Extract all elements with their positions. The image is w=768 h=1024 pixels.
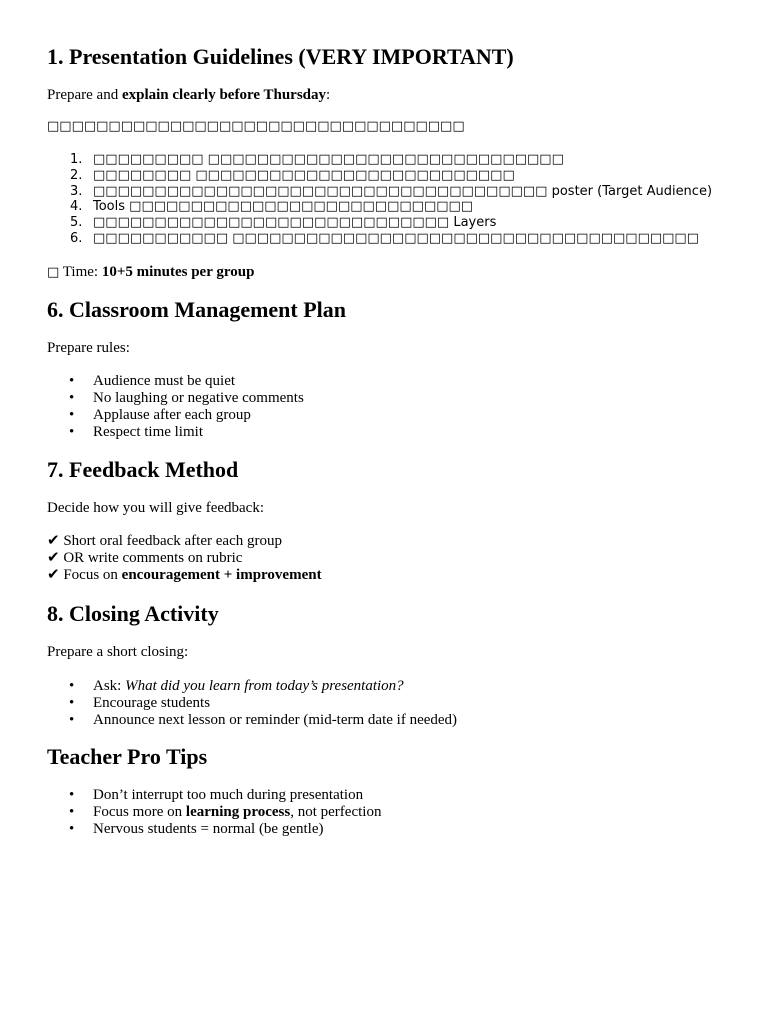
list-item: • Focus more on learning process, not perfection bbox=[69, 804, 382, 820]
section-heading-closing-activity: 8. Closing Activity bbox=[47, 601, 219, 626]
list-item: • Audience must be quiet bbox=[69, 373, 236, 389]
closing-intro: Prepare a short closing: bbox=[47, 644, 189, 660]
prepare-instruction: Prepare and explain clearly before Thursday: bbox=[47, 87, 331, 103]
list-item: • No laughing or negative comments bbox=[69, 390, 304, 406]
rules-list bbox=[47, 373, 304, 441]
checkmark-icon: ✔ bbox=[47, 567, 60, 583]
list-item: 5. □□□□□□□□□□□□□□□□□□□□□□□□□□□□□ Layers bbox=[70, 215, 497, 231]
closing-list bbox=[47, 678, 457, 729]
list-item: • Nervous students = normal (be gentle) bbox=[69, 821, 324, 837]
list-item: 3. □□□□□□□□□□□□□□□□□□□□□□□□□□□□□□□□□□□□□ poster (Target Audience) bbox=[70, 183, 713, 199]
section-heading-teacher-pro-tips: Teacher Pro Tips bbox=[47, 744, 208, 769]
checkmark-icon: ✔ bbox=[47, 533, 60, 549]
list-item: • Announce next lesson or reminder (mid-term date if needed) bbox=[69, 712, 458, 728]
time-note: □ Time: 10+5 minutes per group bbox=[47, 264, 255, 280]
section-heading-feedback-method: 7. Feedback Method bbox=[47, 457, 239, 482]
list-item: • Ask: What did you learn from today’s presentation? bbox=[69, 678, 404, 694]
list-item: 2. □□□□□□□□ □□□□□□□□□□□□□□□□□□□□□□□□□□ bbox=[70, 167, 515, 183]
section-heading-classroom-management: 6. Classroom Management Plan bbox=[47, 297, 347, 322]
checklist-item: ✔ OR write comments on rubric bbox=[47, 550, 243, 566]
feedback-checklist bbox=[47, 533, 322, 584]
clock-icon: □ bbox=[47, 265, 60, 280]
feedback-intro: Decide how you will give feedback: bbox=[47, 500, 265, 516]
list-item: 1. □□□□□□□□□ □□□□□□□□□□□□□□□□□□□□□□□□□□□□□ bbox=[70, 152, 564, 167]
list-item: • Encourage students bbox=[69, 695, 211, 711]
tips-list bbox=[47, 787, 381, 838]
list-item: 4. Tools □□□□□□□□□□□□□□□□□□□□□□□□□□□□ bbox=[70, 199, 474, 215]
thai-intro-text: □□□□□□□□□□□□□□□□□□□□□□□□□□□□□□□□□□ bbox=[47, 119, 465, 134]
section-heading-presentation-guidelines: 1. Presentation Guidelines (VERY IMPORTANT) bbox=[47, 44, 514, 69]
guidelines-list bbox=[47, 152, 712, 247]
list-item: • Applause after each group bbox=[69, 407, 251, 423]
list-item: • Don’t interrupt too much during presentation bbox=[69, 787, 364, 803]
list-item: • Respect time limit bbox=[69, 424, 203, 440]
checklist-item: ✔ Short oral feedback after each group bbox=[47, 533, 282, 549]
rules-intro: Prepare rules: bbox=[47, 340, 130, 356]
checklist-item: ✔ Focus on encouragement + improvement bbox=[47, 567, 322, 583]
checkmark-icon: ✔ bbox=[47, 550, 60, 566]
list-item: 6. □□□□□□□□□□□ □□□□□□□□□□□□□□□□□□□□□□□□□□□□□□□□□□□□□□ bbox=[70, 230, 699, 246]
